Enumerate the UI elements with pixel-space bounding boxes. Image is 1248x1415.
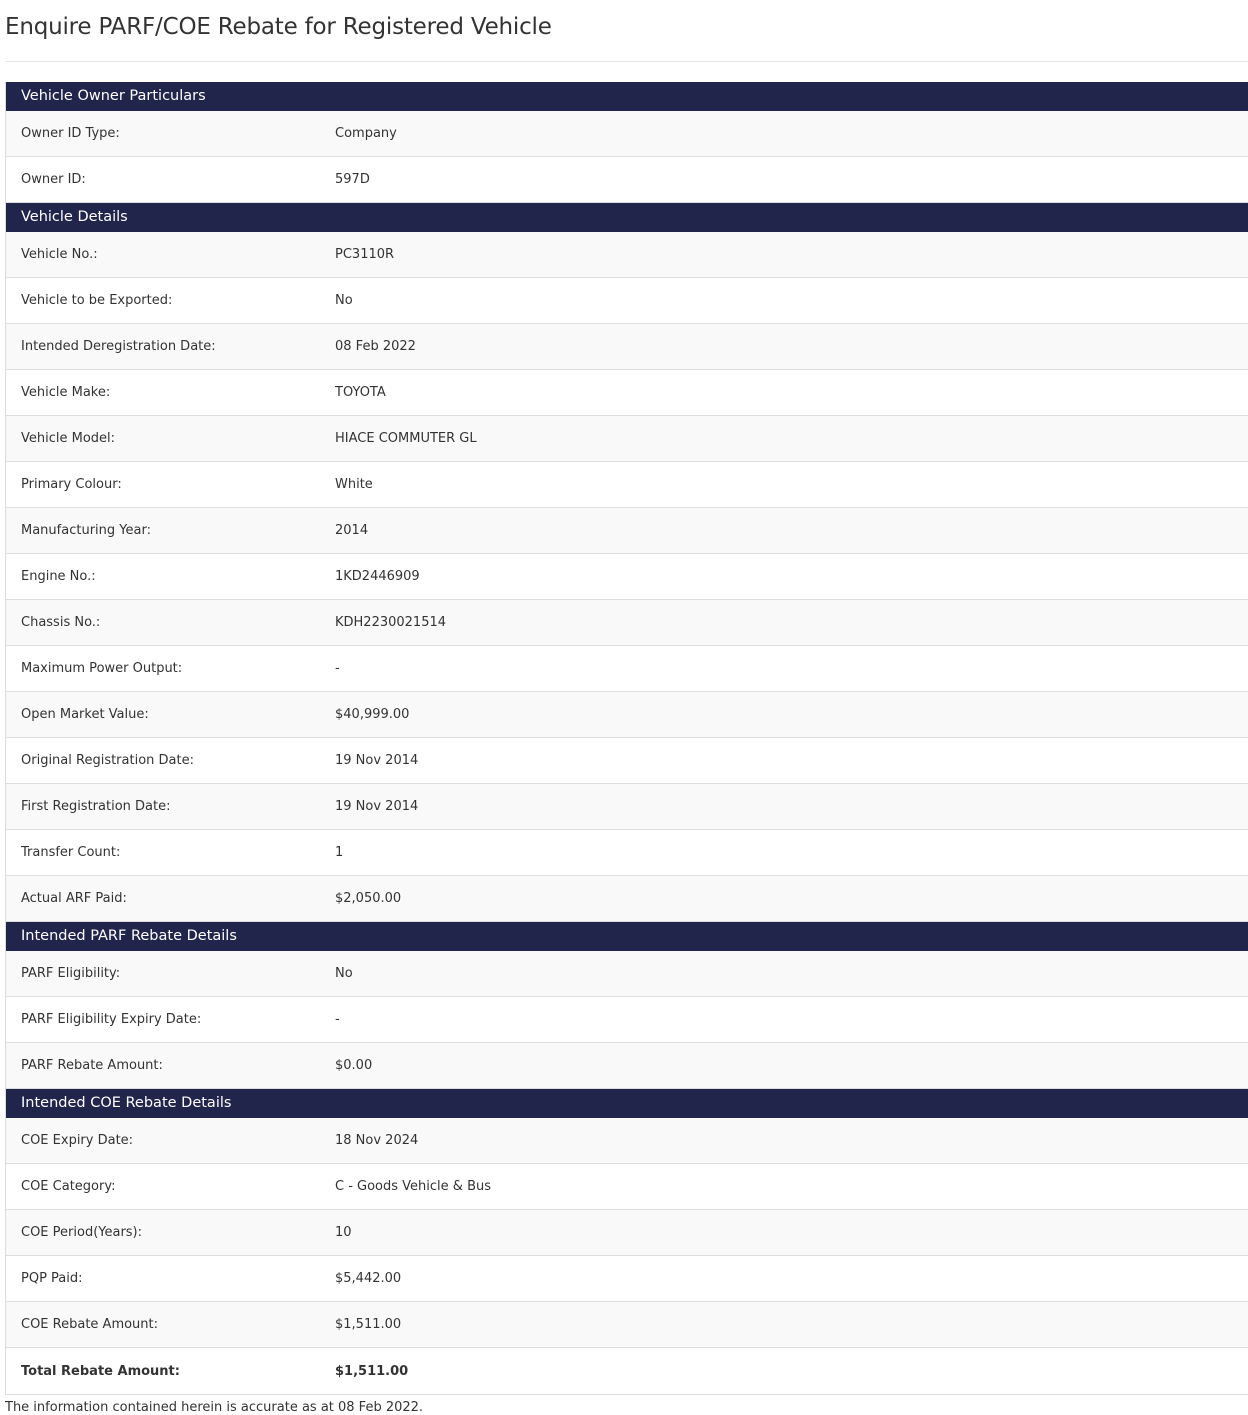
row-deregistration-date [6,324,1248,370]
field-value: $1,511.00 [335,1363,409,1379]
row-transfer-count [6,830,1248,876]
field-value: 597D [335,172,370,187]
field-value: No [335,293,353,308]
field-value: $0.00 [335,1058,373,1073]
field-value: - [335,1012,340,1027]
field-value: $40,999.00 [335,707,410,722]
field-value: 1 [335,845,344,860]
field-value: 08 Feb 2022 [335,339,416,354]
field-value: 1KD2446909 [335,569,420,584]
field-label: Chassis No.: [21,615,101,630]
field-value: $5,442.00 [335,1271,402,1286]
field-label: Owner ID: [21,172,86,187]
row-owner-id [6,157,1248,203]
row-coe-category [6,1164,1248,1210]
rebate-details-panel [5,82,1248,1395]
field-label: Actual ARF Paid: [21,891,127,906]
row-open-market-value [6,692,1248,738]
field-label: Original Registration Date: [21,753,194,768]
row-parf-eligibility-expiry [6,997,1248,1043]
field-label: Total Rebate Amount: [21,1363,180,1379]
row-primary-colour [6,462,1248,508]
row-coe-rebate-amount [6,1302,1248,1348]
row-actual-arf-paid [6,876,1248,922]
row-parf-eligibility [6,951,1248,997]
field-label: Transfer Count: [21,845,121,860]
row-parf-rebate-amount [6,1043,1248,1089]
field-label: Maximum Power Output: [21,661,183,676]
field-value: KDH2230021514 [335,615,447,630]
row-first-registration-date [6,784,1248,830]
row-total-rebate-amount [6,1348,1248,1394]
field-value: $2,050.00 [335,891,402,906]
row-vehicle-exported [6,278,1248,324]
row-coe-period [6,1210,1248,1256]
field-value: White [335,477,373,492]
section-header-vehicle: Vehicle Details [6,203,1248,232]
field-label: Manufacturing Year: [21,523,151,538]
section-header-coe: Intended COE Rebate Details [6,1089,1248,1118]
field-value: C - Goods Vehicle & Bus [335,1179,491,1194]
field-label: COE Period(Years): [21,1225,143,1240]
row-engine-no [6,554,1248,600]
field-label: Vehicle Make: [21,385,111,400]
row-max-power-output [6,646,1248,692]
row-original-registration-date [6,738,1248,784]
field-label: Owner ID Type: [21,126,120,141]
field-label: Intended Deregistration Date: [21,339,216,354]
field-label: Open Market Value: [21,707,149,722]
row-coe-expiry-date [6,1118,1248,1164]
field-value: PC3110R [335,247,395,262]
field-label: PARF Eligibility: [21,966,121,981]
field-value: 18 Nov 2024 [335,1133,419,1148]
field-value: Company [335,126,397,141]
section-header-parf: Intended PARF Rebate Details [6,922,1248,951]
field-label: PARF Eligibility Expiry Date: [21,1012,202,1027]
field-label: COE Rebate Amount: [21,1317,159,1332]
field-label: Vehicle to be Exported: [21,293,173,308]
row-vehicle-model [6,416,1248,462]
field-value: $1,511.00 [335,1317,402,1332]
field-label: Engine No.: [21,569,96,584]
field-value: 2014 [335,523,369,538]
row-pqp-paid [6,1256,1248,1302]
field-value: HIACE COMMUTER GL [335,431,477,446]
field-label: Vehicle Model: [21,431,116,446]
field-label: Primary Colour: [21,477,122,492]
title-divider [5,61,1248,62]
field-label: PQP Paid: [21,1271,83,1286]
footer-note: The information contained herein is accurate as at 08 Feb 2022. [5,1400,424,1415]
field-value: 19 Nov 2014 [335,799,419,814]
field-value: 19 Nov 2014 [335,753,419,768]
row-manufacturing-year [6,508,1248,554]
row-chassis-no [6,600,1248,646]
field-value: - [335,661,340,676]
field-value: TOYOTA [335,385,386,400]
field-label: PARF Rebate Amount: [21,1058,163,1073]
field-value: 10 [335,1225,352,1240]
section-header-owner: Vehicle Owner Particulars [6,82,1248,111]
field-value: No [335,966,353,981]
row-owner-id-type [6,111,1248,157]
field-label: COE Expiry Date: [21,1133,134,1148]
field-label: COE Category: [21,1179,116,1194]
field-label: First Registration Date: [21,799,171,814]
field-label: Vehicle No.: [21,247,98,262]
row-vehicle-no [6,232,1248,278]
page-title: Enquire PARF/COE Rebate for Registered Vehicle [5,14,552,40]
row-vehicle-make [6,370,1248,416]
